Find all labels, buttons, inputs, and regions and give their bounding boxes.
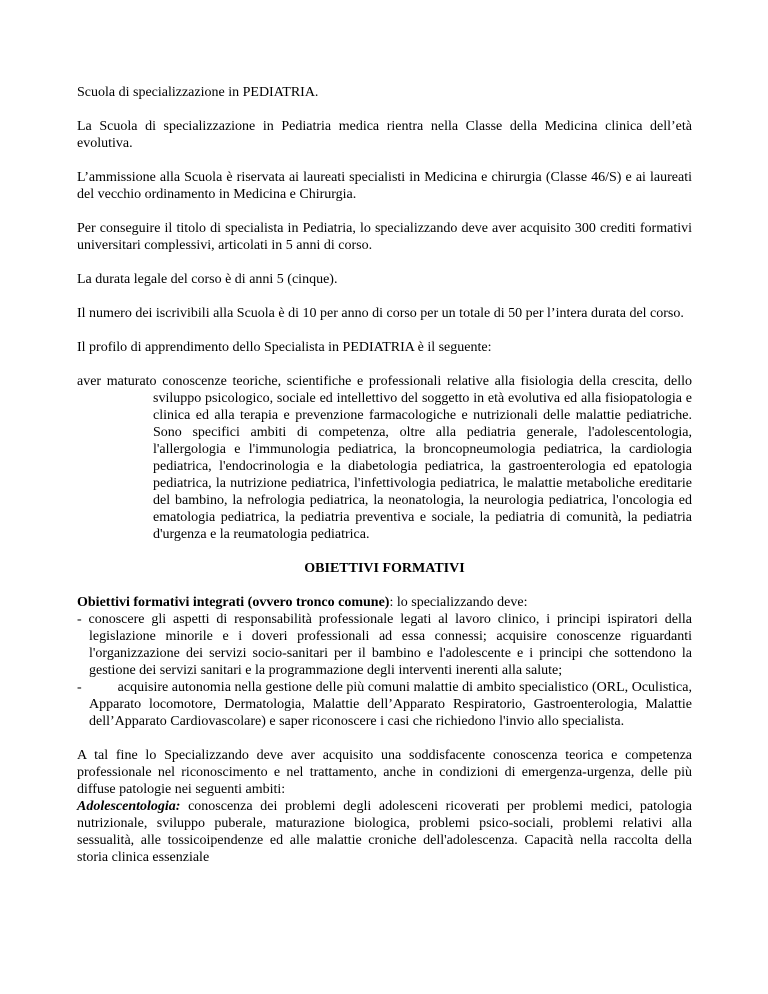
paragraph-profilo: aver maturato conoscenze teoriche, scientifiche e professionali relative alla fisiologia della crescita, dello sviluppo psicologico, sociale ed intellettivo del soggetto in età evolutiva ed alla fisiopatologia e clinica ed alla terapia e prevenzione farmacologiche e nutrizionali delle malattie pediatriche. Sono specifici ambiti di competenza, oltre alla pediatria generale, l'adolescentologia, l'allergologia e l'immunologia pediatrica, la broncopneumologia pediatrica, la cardiologia pediatrica, l'endocrinologia e la diabetologia pediatrica, la gastroenterologia ed epatologia pediatrica, la nutrizione pediatrica, l'infettivologia pediatrica, le malattie metaboliche ereditarie del bambino, la nefrologia pediatrica, la neonatologia, la neurologia pediatrica, l'oncologia ed ematologia pediatrica, la pediatria preventiva e sociale, la pediatria di comunità, la pediatria d'urgenza e la reumatologia pediatrica. — [77, 374, 692, 542]
document-title-line: Scuola di specializzazione in PEDIATRIA. — [77, 85, 319, 100]
objective-item-2-text: acquisire autonomia nella gestione delle più comuni malattie di ambito specialistico (ORL, Oculistica, Apparato locomotore, Dermatologia, Malattie dell’Apparato Respiratorio, Gastroenterologia, Malattie dell’Apparato Cardiovascolare) e saper riconoscere i casi che richiedono l'invio allo specialista. — [89, 680, 692, 729]
paragraph-ammissione: L’ammissione alla Scuola è riservata ai laureati specialisti in Medicina e chirurgia (Classe 46/S) e ai laureati del vecchio ordinamento in Medicina e Chirurgia. — [77, 170, 692, 202]
objectives-lead: Obiettivi formativi integrati (ovvero tronco comune) — [77, 595, 390, 610]
objective-item-2 — [77, 679, 692, 730]
paragraph-durata: La durata legale del corso è di anni 5 (cinque). — [77, 272, 338, 287]
adolescentologia-term: Adolescentologia: — [77, 799, 181, 814]
objectives-intro — [77, 594, 692, 611]
section-heading: OBIETTIVI FORMATIVI — [304, 561, 465, 576]
objective-item-2-dash: - — [77, 680, 82, 695]
paragraph-ambiti: A tal fine lo Specializzando deve aver acquisito una soddisfacente conoscenza teorica e competenza professionale nel riconoscimento e nel trattamento, anche in condizioni di emergenza-urgenza, delle più diffuse patologie nei seguenti ambiti: — [77, 748, 692, 797]
adolescentologia-text: conoscenza dei problemi degli adolesceni ricoverati per problemi medici, patologia nutrizionale, sviluppo puberale, maturazione biologica, problemi psico-sociali, problemi relativi alla sessualità, alle tossicoipendenze ed alle malattie croniche dell'adolescenza. Capacità nella raccolta della storia clinica essenziale — [77, 799, 692, 865]
objective-item-1: - conoscere gli aspetti di responsabilità professionale legati al lavoro clinico, i principi ispiratori della legislazione minorile e i doveri professionali ad essa connessi; acquisire conoscenze riguardanti l'organizzazione dei servizi socio-sanitari per il bambino e l'adolescente e i principi che sottendono la gestione dei servizi sanitari e la programmazione degli interventi inerenti alla salute; — [77, 612, 692, 678]
paragraph-profilo-intro: Il profilo di apprendimento dello Specialista in PEDIATRIA è il seguente: — [77, 340, 492, 355]
paragraph-classe: La Scuola di specializzazione in Pediatria medica rientra nella Classe della Medicina clinica dell’età evolutiva. — [77, 119, 692, 151]
paragraph-adolescentologia — [77, 798, 692, 866]
document-page — [77, 84, 692, 883]
paragraph-iscrivibili: Il numero dei iscrivibili alla Scuola è di 10 per anno di corso per un totale di 50 per l’intera durata del corso. — [77, 306, 684, 321]
paragraph-crediti: Per conseguire il titolo di specialista in Pediatria, lo specializzando deve aver acquisito 300 crediti formativi universitari complessivi, articolati in 5 anni di corso. — [77, 221, 692, 253]
objectives-tail: : lo specializzando deve: — [389, 595, 528, 610]
